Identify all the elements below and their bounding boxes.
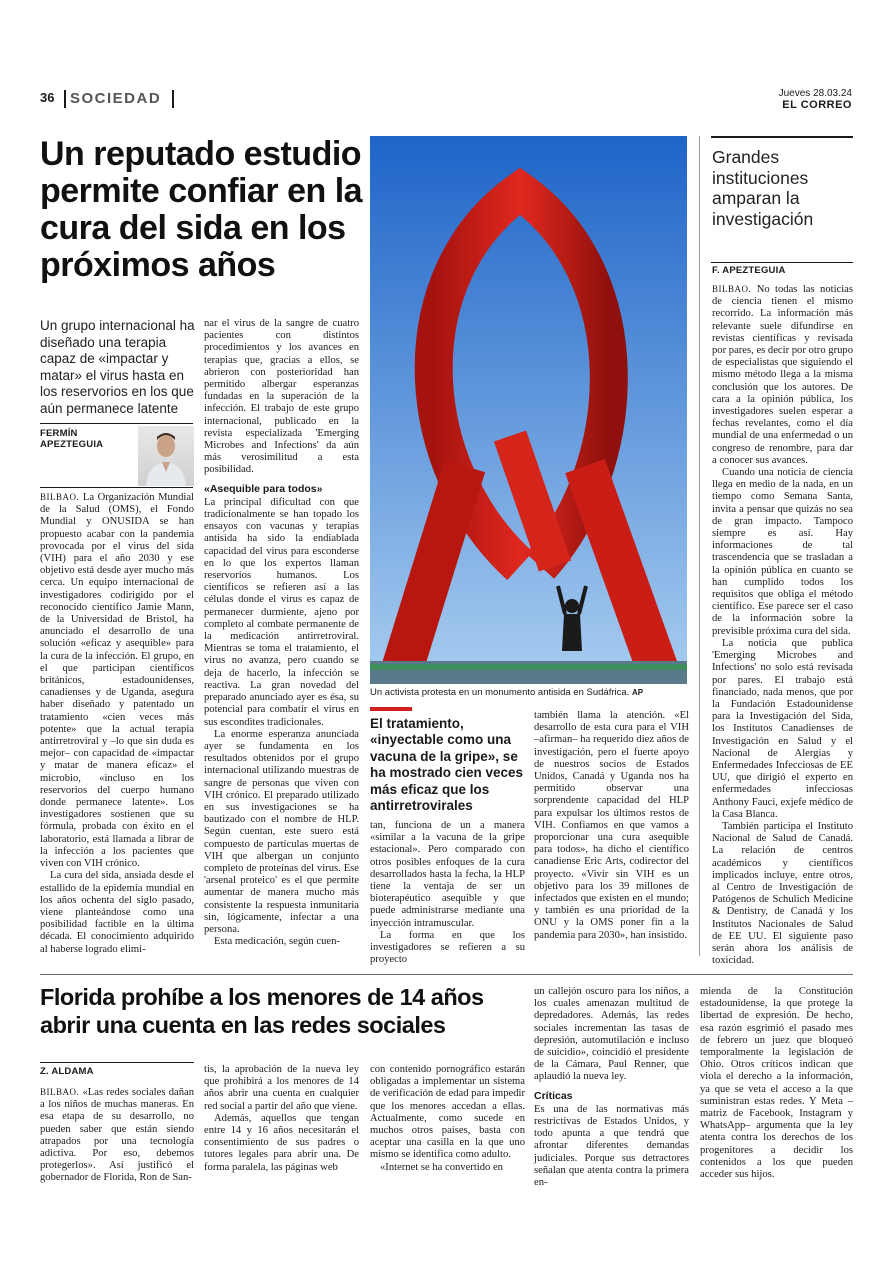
paragraph: La cura del sida, ansiada desde el estallido de la epidemia mundial en los años ochenta del siglo pasado, viene planteándose como una posibilidad factible en la última década. El conocimiento adquirido al haberse logrado elimi- [40,870,194,955]
paragraph: también llama la atención. «El desarrollo de esta cura para el VIH –afirman– ha requerido diez años de investigación, pero el fuerte apoyo de nuestros socios de Estados Unidos, Canadá y Uganda nos ha permitido observar una sorprendente capacidad del HLP para expulsar los últimos restos de VIH. Confiamos en que vamos a proporcionar una cura asequible para todos», ha dicho el científico canadiense Eric Arts, codirector del proyecto. «Vivir sin VIH es un objetivo para los 39 millones de infectados que existen en el mundo; y también es una prioridad de la ONU y la OMS poner fin a la pandemia para 2030», han insistido. [534,710,689,941]
second-byline-rule [40,1062,194,1063]
paragraph: La noticia que publica 'Emerging Microbes and Infections' no solo está revisada por pares. El trabajo está financiado, nada menos, que por la Fundación Estadounidense para la Investigación del Sida, los Institutos Canadienses de Investigación en Salud y el Nacional de Alergias y Enfermedades Infecciosas de EE UU, que dirigió el experto en enfermedades infecciosas Anthony Fauci, exjefe médico de la Casa Blanca. [712,637,853,820]
dateline: BILBAO. [712,284,752,294]
paragraph: La enorme esperanza anunciada ayer se fundamenta en los resultados obtenidos por el grupo internacional utilizando muestras de sangre de personas que viven con VIH crónico. El preparado utilizado en sus investigaciones se ha bautizado con el nombre de HLP. Según cuentan, este suero está compuesto de partículas muertas de VIH que albergan un conjunto completo de proteínas del virus. Ese 'arsenal proteico' es el que permite aumentar de manera mucho más consistente la respuesta inmunitaria sin, lógicamente, infectar a una persona. [204,728,359,935]
pull-quote: El tratamiento, «inyectable como una vacuna de la gripe», se ha mostrado cien veces más eficaz que los antirretrovirales [370,716,524,814]
paragraph: tis, la aprobación de la nueva ley que prohibirá a los menores de 14 años abrir una cuenta en cualquier red social a partir del año que viene. [204,1064,359,1112]
sidebar-byline: F. APEZTEGUIA [712,265,786,276]
paragraph: con contenido pornográfico estarán obligadas a implementar un sistema de verificación de edad para impedir que los menores accedan a ellas. Actualmente, como sucede en muchos otros países, basta con aceptar una casilla en la que uno mismo se identifica como adulto. [370,1064,526,1161]
dateline: BILBAO. [40,1087,80,1097]
paragraph: nar el virus de la sangre de cuatro pacientes con distintos procedimientos y los avances en terapias que, gracias a ellos, se abrieron con posterioridad han permitido albergar esperanzas fundadas en la superación de la infección. El trabajo de este grupo internacional, publicado en la revista especializada 'Emerging Microbes and Infections' da aún más verosimilitud a esta posibilidad. [204,318,359,476]
paragraph: Es una de las normativas más restrictivas de Estados Unidos, y todo apunta a que tendrá que afrontar diferentes demandas judiciales. Porque sus detractores señalan que atenta contra la primera en- [534,1103,689,1189]
author-portrait-icon [138,426,194,486]
caption-text: Un activista protesta en un monumento antisida en Sudáfrica. [370,687,630,698]
lead-text: «Las redes sociales dañan a los niños de muchas maneras. En esa etapa de su desarrollo, no pueden saber que están siendo atrapados por una tecnología adictiva. Por eso, debemos protegerlos». Así justificó el gobernador de Florida, Ron de San- [40,1087,194,1184]
paragraph: «Internet se ha convertido en [380,1161,503,1173]
lead-text: No todas las noticias de ciencia tienen el mismo recorrido. La información más relevante suele difundirse en revistas científicas y revisada por pares, es decir por otro grupo de especialistas que siguiendo el mismo método llega a la misma conclusión que los autores. De cara a la opinión pública, los investigadores suelen esperar a fechas revelantes, como el día mundial de una enfermedad o un congreso de renombre, para dar a conocer sus avances. [712,284,853,466]
paper-name: EL CORREO [782,99,852,111]
aids-ribbon-monument-icon [370,136,687,684]
photo-credit: AP [631,688,644,697]
paragraph: La principal dificultad con que tradicionalmente se han topado los ensayos con vacunas y terapias antisida ha sido la endiablada capacidad del virus para esconderse en lo que los expertos llaman reservorios humanos. Los científicos se refieren así a las células donde el virus es capaz de permanecer durmiente, ajeno por completo al combate permanente de la medicación antirretroviral. Mientras se toma el tratamiento, el virus no avanza, pero cuando se deja de hacerlo, la infección se reactiva. La gran novedad del preparado anunciado ayer es ésa, su potencial para combatir el virus en sus escondites tradicionales. [204,496,359,728]
paragraph: También participa el Instituto Nacional de Salud de Canadá. La relación de centros académicos y científicos implicados incluye, entre otros, al Centro de Investigación de Patógenos de Schulich Medicine & Dentistry, de Canadá y los Institutos Nacionales de Salud de EE UU. El siguiente paso serán ahora los análisis de toxicidad. [712,820,853,967]
lead-text: La Organización Mundial de la Salud (OMS), el Fondo Mundial y ONUSIDA se han propuesto acabar con la pandemia provocada por el virus del sida (VIH) para el año 2030 y ese objetivo está desde ayer mucho más cerca. Un equipo internacional de investigadores codirigido por el reconocido científico Jamie Mann, de la Universidad de Bristol, ha anunciado el desarrollo de una solución «eficaz y asequible» para la cura de la infección. El grupo, en el que participan científicos británicos, estadounidenses, canadienses y de Uganda, asegura haber diseñado y patentado un tratamiento «cien veces más potente» que la actual terapia antirretroviral y –lo que sin duda es mejor– con capacidad de «impactar y matar de manera eficaz» el microbio, «incluso en los reservorios del cuerpo humano donde permanece latente». Los investigadores sostienen que su fórmula, probada con éxito en el laboratorio, está llamada a librar de la infección a los pacientes que viven con VIH crónico. [40,492,194,870]
author-photo [138,426,194,486]
dateline: BILBAO. [40,492,80,502]
sidebar-vertical-rule [699,136,700,956]
sidebar-body [712,283,853,967]
sidebar-byline-rule [711,262,853,263]
main-headline: Un reputado estudio permite confiar en la cura del sida en los próximos años [40,135,363,284]
byline-rule [40,423,193,424]
section-divider-left [64,90,66,108]
issue-date: Jueves 28.03.24 [778,88,852,99]
ribbon-photo [370,136,687,684]
paragraph: Cuando una noticia de ciencia llega en medio de la nada, en un tiempo como Semana Santa, invita a pensar que quizás no sea de gran impacto. Tampoco siempre es así. Hay informaciones de tal trascendencia que se trasladan a la opinión pública en cuanto se han cumplido todos los requisitos que obliga el método científico. Ese parece ser el caso de la información sobre la previsible próxima cura del sida. [712,467,853,637]
paragraph: La forma en que los investigadores se refieren a su proyecto [370,929,525,966]
paragraph: un callejón oscuro para los niños, a los cuales amenazan multitud de depredadores. Además, las redes sociales incrementan las tasas de depresión, automutilación e incluso de suicidio», coincidió el presidente de la Cámara, Paul Renner, que aplaudió la nueva ley. [534,986,689,1083]
paragraph: tan, funciona de un a manera «similar a la vacuna de la gripe estacional». Pero comparado con otros posibles enfoques de la cura desarrollados hasta la fecha, la HLP tiene la ventaja de ser un bioterapéutico asequible y que puede administrarse mediante una inyección intramuscular. [370,820,525,929]
paragraph: Esta medicación, según cuen- [214,936,340,948]
section-separator [40,974,853,975]
section-label: SOCIEDAD [70,90,162,107]
second-col-1 [40,1086,194,1185]
paragraph: mienda de la Constitución estadounidense, la que protege la libertad de expresión. De hecho, esa razón esgrimió el pasado mes de febrero un juez que bloqueó temporalmente la legislación de Ohio. Otros críticos indican que viola el derecho a la información, ya que se veta el acceso a la que suministran estas redes. Y Meta –matriz de Facebook, Instagram y WhatsApp– argumenta que la ley atenta contra los derechos de los progenitores a decidir los contenidos a los que pueden acceder sus hijos. [700,986,853,1181]
second-col-3 [370,1064,525,1174]
main-col-3 [370,820,525,966]
subheading: Críticas [534,1089,573,1102]
subheading: «Asequible para todos» [204,482,323,495]
sidebar-top-rule [711,136,853,138]
second-col-2 [204,1064,359,1174]
second-col-4 [534,986,689,1189]
section-divider-right [172,90,174,108]
page-number: 36 [40,90,55,105]
second-byline: Z. ALDAMA [40,1066,94,1077]
main-byline: FERMÍN APEZTEGUIA [40,428,104,450]
main-standfirst: Un grupo internacional ha diseñado una terapia capaz de «impactar y matar» el virus hasta en los reservorios en los que aún permanece latente [40,318,195,416]
photo-caption [370,687,690,698]
main-col-4 [534,710,689,942]
pull-quote-accent [370,707,412,711]
main-col-1 [40,491,194,956]
paragraph: Además, aquellos que tengan entre 14 y 16 años necesitarán el consentimiento de sus padres o tutores legales para abrir una. De forma paralela, las páginas web [204,1112,359,1173]
byline-rule-bottom [40,487,193,488]
sidebar-headline: Grandes instituciones amparan la investigación [712,147,814,229]
main-col-2 [204,318,359,948]
second-headline: Florida prohíbe a los menores de 14 años abrir una cuenta en las redes sociales [40,984,484,1038]
second-col-5 [700,986,853,1181]
